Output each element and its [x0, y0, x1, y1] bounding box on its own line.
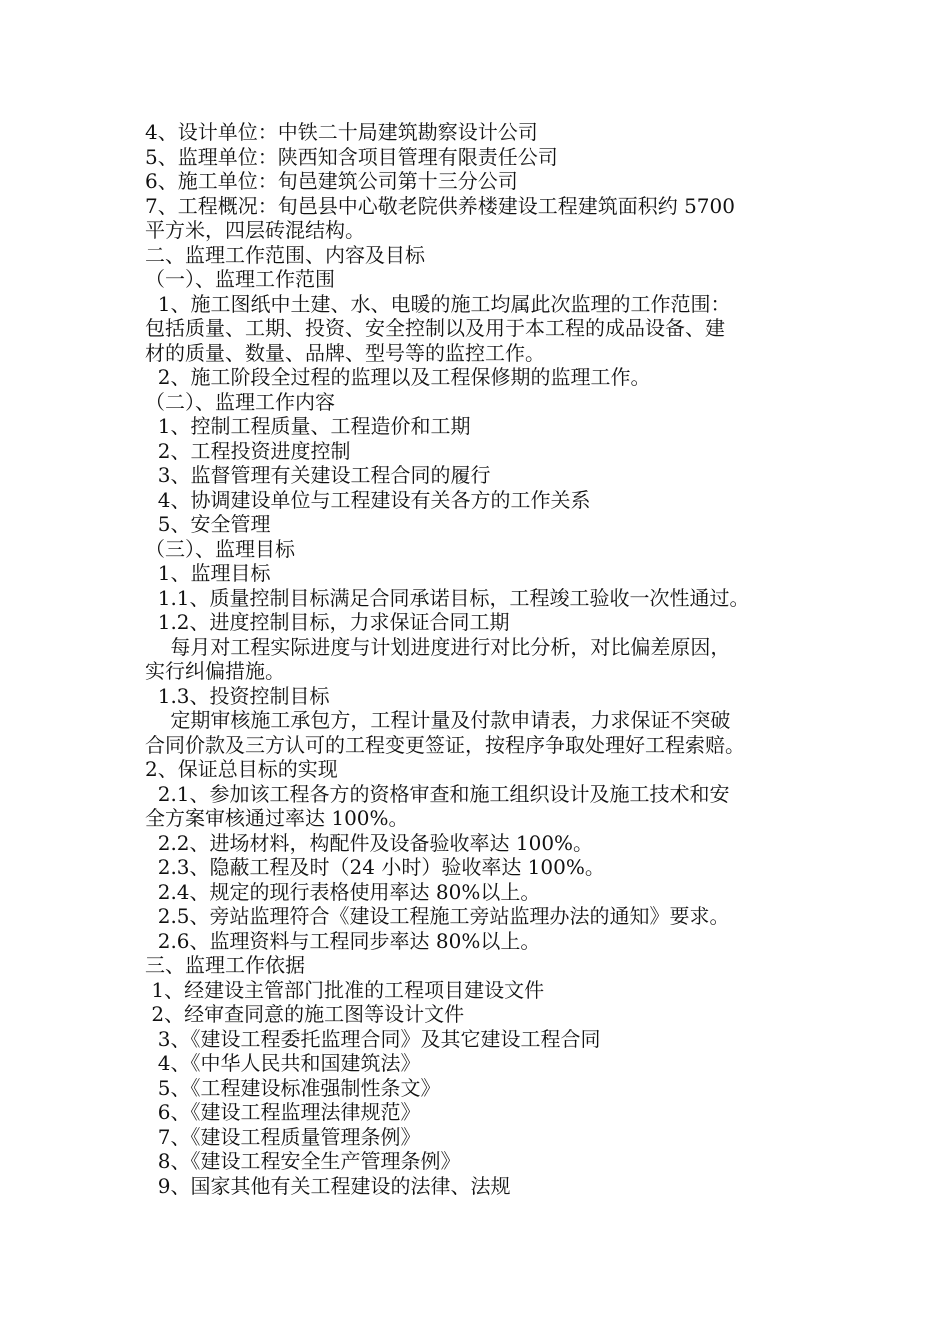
text-line: 每月对工程实际进度与计划进度进行对比分析，对比偏差原因，: [145, 634, 731, 659]
text-line: 材的质量、数量、品牌、型号等的监控工作。: [145, 340, 545, 365]
text-line: 9、国家其他有关工程建设的法律、法规: [145, 1173, 511, 1198]
text-line: 4、《中华人民共和国建筑法》: [145, 1051, 421, 1075]
text-line: 2.4、规定的现行表格使用率达 80%以上。: [145, 879, 541, 904]
text-line: 二、监理工作范围、内容及目标: [145, 242, 425, 267]
text-line: 1、控制工程质量、工程造价和工期: [145, 414, 471, 438]
text-line: 全方案审核通过率达 100%。: [145, 806, 409, 830]
text-line: 5、监理单位：陕西知含项目管理有限责任公司: [145, 144, 558, 169]
text-line: 5、《工程建设标准强制性条文》: [145, 1075, 441, 1100]
text-line: 3、监督管理有关建设工程合同的履行: [145, 463, 491, 487]
text-line: 实行纠偏措施。: [145, 659, 285, 683]
text-line: 2、工程投资进度控制: [145, 438, 351, 463]
text-line: 4、设计单位：中铁二十局建筑勘察设计公司: [145, 120, 538, 144]
text-line: 定期审核施工承包方，工程计量及付款申请表，力求保证不突破: [145, 708, 731, 732]
text-line: 2.6、监理资料与工程同步率达 80%以上。: [145, 928, 541, 953]
text-line: 5、安全管理: [145, 512, 271, 536]
text-line: 1.1、质量控制目标满足合同承诺目标，工程竣工验收一次性通过。: [145, 585, 750, 610]
text-line: 4、协调建设单位与工程建设有关各方的工作关系: [145, 487, 591, 512]
text-line: 2.2、进场材料，构配件及设备验收率达 100%。: [145, 830, 594, 855]
text-line: 包括质量、工期、投资、安全控制以及用于本工程的成品设备、建: [145, 316, 725, 340]
text-line: 1.2、进度控制目标，力求保证合同工期: [145, 610, 510, 634]
text-line: 3、《建设工程委托监理合同》及其它建设工程合同: [145, 1026, 601, 1051]
text-line: 2.3、隐蔽工程及时（24 小时）验收率达 100%。: [145, 855, 605, 879]
text-line: 7、《建设工程质量管理条例》: [145, 1124, 421, 1149]
text-line: 7、工程概况：旬邑县中心敬老院供养楼建设工程建筑面积约 5700: [145, 193, 735, 218]
text-line: 6、《建设工程监理法律规范》: [145, 1100, 421, 1124]
text-line: 合同价款及三方认可的工程变更签证，按程序争取处理好工程索赔。: [145, 732, 745, 757]
text-line: 1、经建设主管部门批准的工程项目建设文件: [145, 977, 545, 1002]
text-line: 1、施工图纸中土建、水、电暖的施工均属此次监理的工作范围：: [145, 291, 731, 316]
text-line: （三）、监理目标: [145, 536, 295, 561]
text-line: 平方米，四层砖混结构。: [145, 218, 365, 242]
text-line: 1、监理目标: [145, 561, 271, 585]
text-line: 2、施工阶段全过程的监理以及工程保修期的监理工作。: [145, 365, 651, 389]
text-line: 2.5、旁站监理符合《建设工程施工旁站监理办法的通知》要求。: [145, 904, 730, 928]
text-line: 2、经审查同意的施工图等设计文件: [145, 1002, 465, 1026]
text-line: 1.3、投资控制目标: [145, 683, 330, 708]
text-line: 8、《建设工程安全生产管理条例》: [145, 1149, 461, 1173]
text-line: 6、施工单位：旬邑建筑公司第十三分公司: [145, 169, 518, 193]
text-line: （二）、监理工作内容: [145, 389, 335, 414]
document-body: [145, 120, 825, 1198]
text-line: 2、保证总目标的实现: [145, 757, 338, 781]
text-line: 2.1、参加该工程各方的资格审查和施工组织设计及施工技术和安: [145, 781, 730, 806]
text-line: （一）、监理工作范围: [145, 267, 335, 291]
text-line: 三、监理工作依据: [145, 953, 305, 977]
